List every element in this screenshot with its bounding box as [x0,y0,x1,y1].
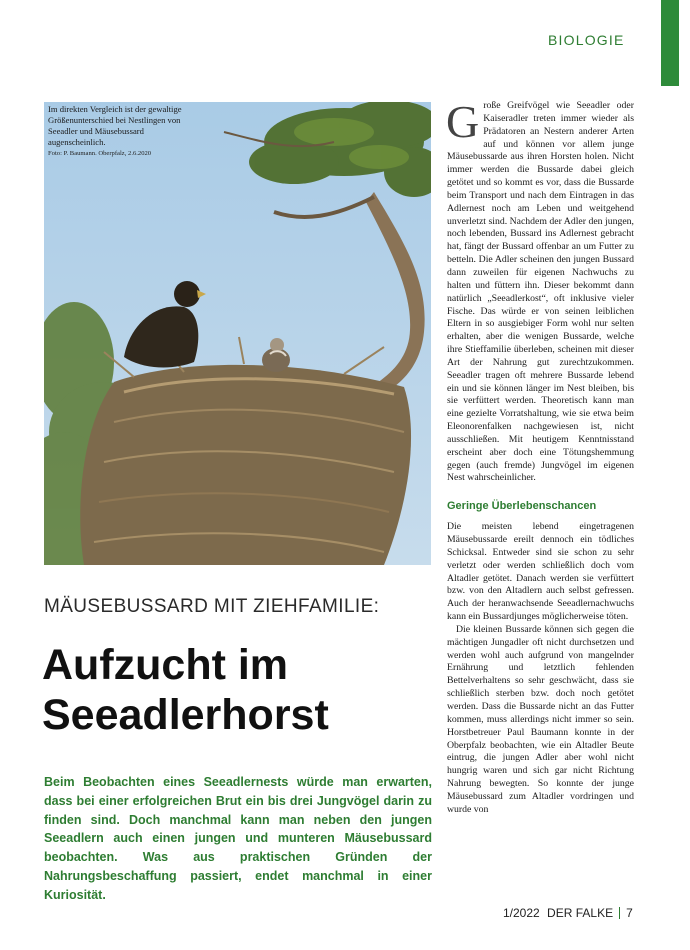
paragraph-3: Die kleinen Bussarde können sich gegen die mächtigen Jungadler oft nicht durchsetzen und werden wohl auch aufgrund von mangelnder Ernährung und letztlich fehlenden Bettelverhaltens so sehr geschwächt, dass sie schließlich sterben bzw. doch noch getötet werden. Dass die Bussarde nicht an das Futter kommen, muss allerdings nicht immer so sein. Horstbetreuer Paul Baumann konnte in der Oberpfalz beobachten, wie ein Altadler Beute eintrug, die jungen Adler aber wohl nicht hungrig waren und sich gar nicht Richtung Nahrung bewegten. So konnte der junge Mäusebussard zum Altadler vordringen und wurde von [447,623,634,815]
issue-number: 1/2022 [503,906,540,920]
title-line-2: Seeadlerhorst [42,691,329,739]
caption-text: Im direkten Vergleich ist der gewaltige Größenunterschied bei Nestlingen von Seeadler und Mäusebussard augenscheinlich. [48,104,182,147]
photo-credit: Foto: P. Baumann. Oberpfalz, 2.6.2020 [48,150,152,157]
section-color-tab [661,0,679,86]
subheading: Geringe Überlebenschancen [447,500,597,513]
section-label: BIOLOGIE [548,32,625,48]
article-lead: Beim Beobachten eines Seeadlernests würde man erwarten, dass bei einer erfolgreichen Brut ein bis drei Jungvögel darin zu finden sind. Doch manchmal kann man neben den jungen Seeadlern auch einen jungen und munteren Mäusebussard beobachten. Was aus praktischen Gründen der Nahrungsbeschaffung passiert, endet manchmal in einer Kuriosität. [44,775,432,902]
photo-caption [48,104,198,158]
body-paragraph [446,96,634,485]
footer-divider [619,907,620,919]
article-photo [44,102,431,565]
paragraph-2: Die meisten lebend eingetragenen Mäusebussarde ereilt dennoch ein tödliches Schicksal. Entweder sind sie schon zu sehr verletzt oder werden schließlich doch vom Altadler getötet. Danach werden sie verfüttert bzw. von den Altadlern auch selbst gefressen. Auch der heranwachsende Seeadlernachwuchs kann ein Bussardjunges möglicherweise töten. [447,521,634,623]
article-title [42,640,422,740]
article-kicker: MÄUSEBUSSARD MIT ZIEHFAMILIE: [44,596,380,617]
body-column [446,96,634,817]
paragraph-1-text: roße Greifvögel wie Seeadler oder Kaiseradler treten immer wieder als Prädatoren an Nestern anderer Arten auf und können vor allem junge Mäusebussarde aus ihren Horsten holen. Nicht immer werden die Bussarde dabei gleich getötet und so kommt es vor, dass die Bussarde beim Transport und nach dem Eintragen in das Adlernest noch am Leben und weitgehend unverletzt sind. Nachdem der Adler den jungen, noch lebenden, Bussard ins Adlernest gebracht hat, fängt der Bussard offenbar an um Futter zu betteln. Die Adler scheinen den jungen Bussard dann zuweilen für eigenen Nachwuchs zu halten und füttern ihn. Dieser bekommt dann natürlich „Seeadlerkost“, oft inklusive vieler Fische. Das würde er von seinen leiblichen Eltern in so ausgiebiger Form wohl nur selten erhalten, aber die wenigen Bussarde, welche ihre Stieffamilie überleben, scheinen mit dieser Art der Nahrung gut zurechtzukommen. Seeadler tragen oft mehrere Bussarde lebend ein und sie können länger im Nest bleiben, bis sie verfüttert werden. Theoretisch kann man eine gezielte Vorratshaltung, wie sie etwa beim Eleonorenfalken nachgewiesen ist, nicht ausschließen. Mit heutigem Kenntnisstand erscheint aber doch eine Tötungshemmung gegen (auch fremde) Jungvögel im eigenen Nest wahrscheinlicher. [447,100,634,484]
eagle-nest-illustration [44,102,431,565]
page-number: 7 [626,906,633,920]
magazine-name: DER FALKE [547,906,614,920]
page-footer [503,906,633,920]
title-line-1: Aufzucht im [42,641,289,689]
drop-cap: G [446,96,480,147]
